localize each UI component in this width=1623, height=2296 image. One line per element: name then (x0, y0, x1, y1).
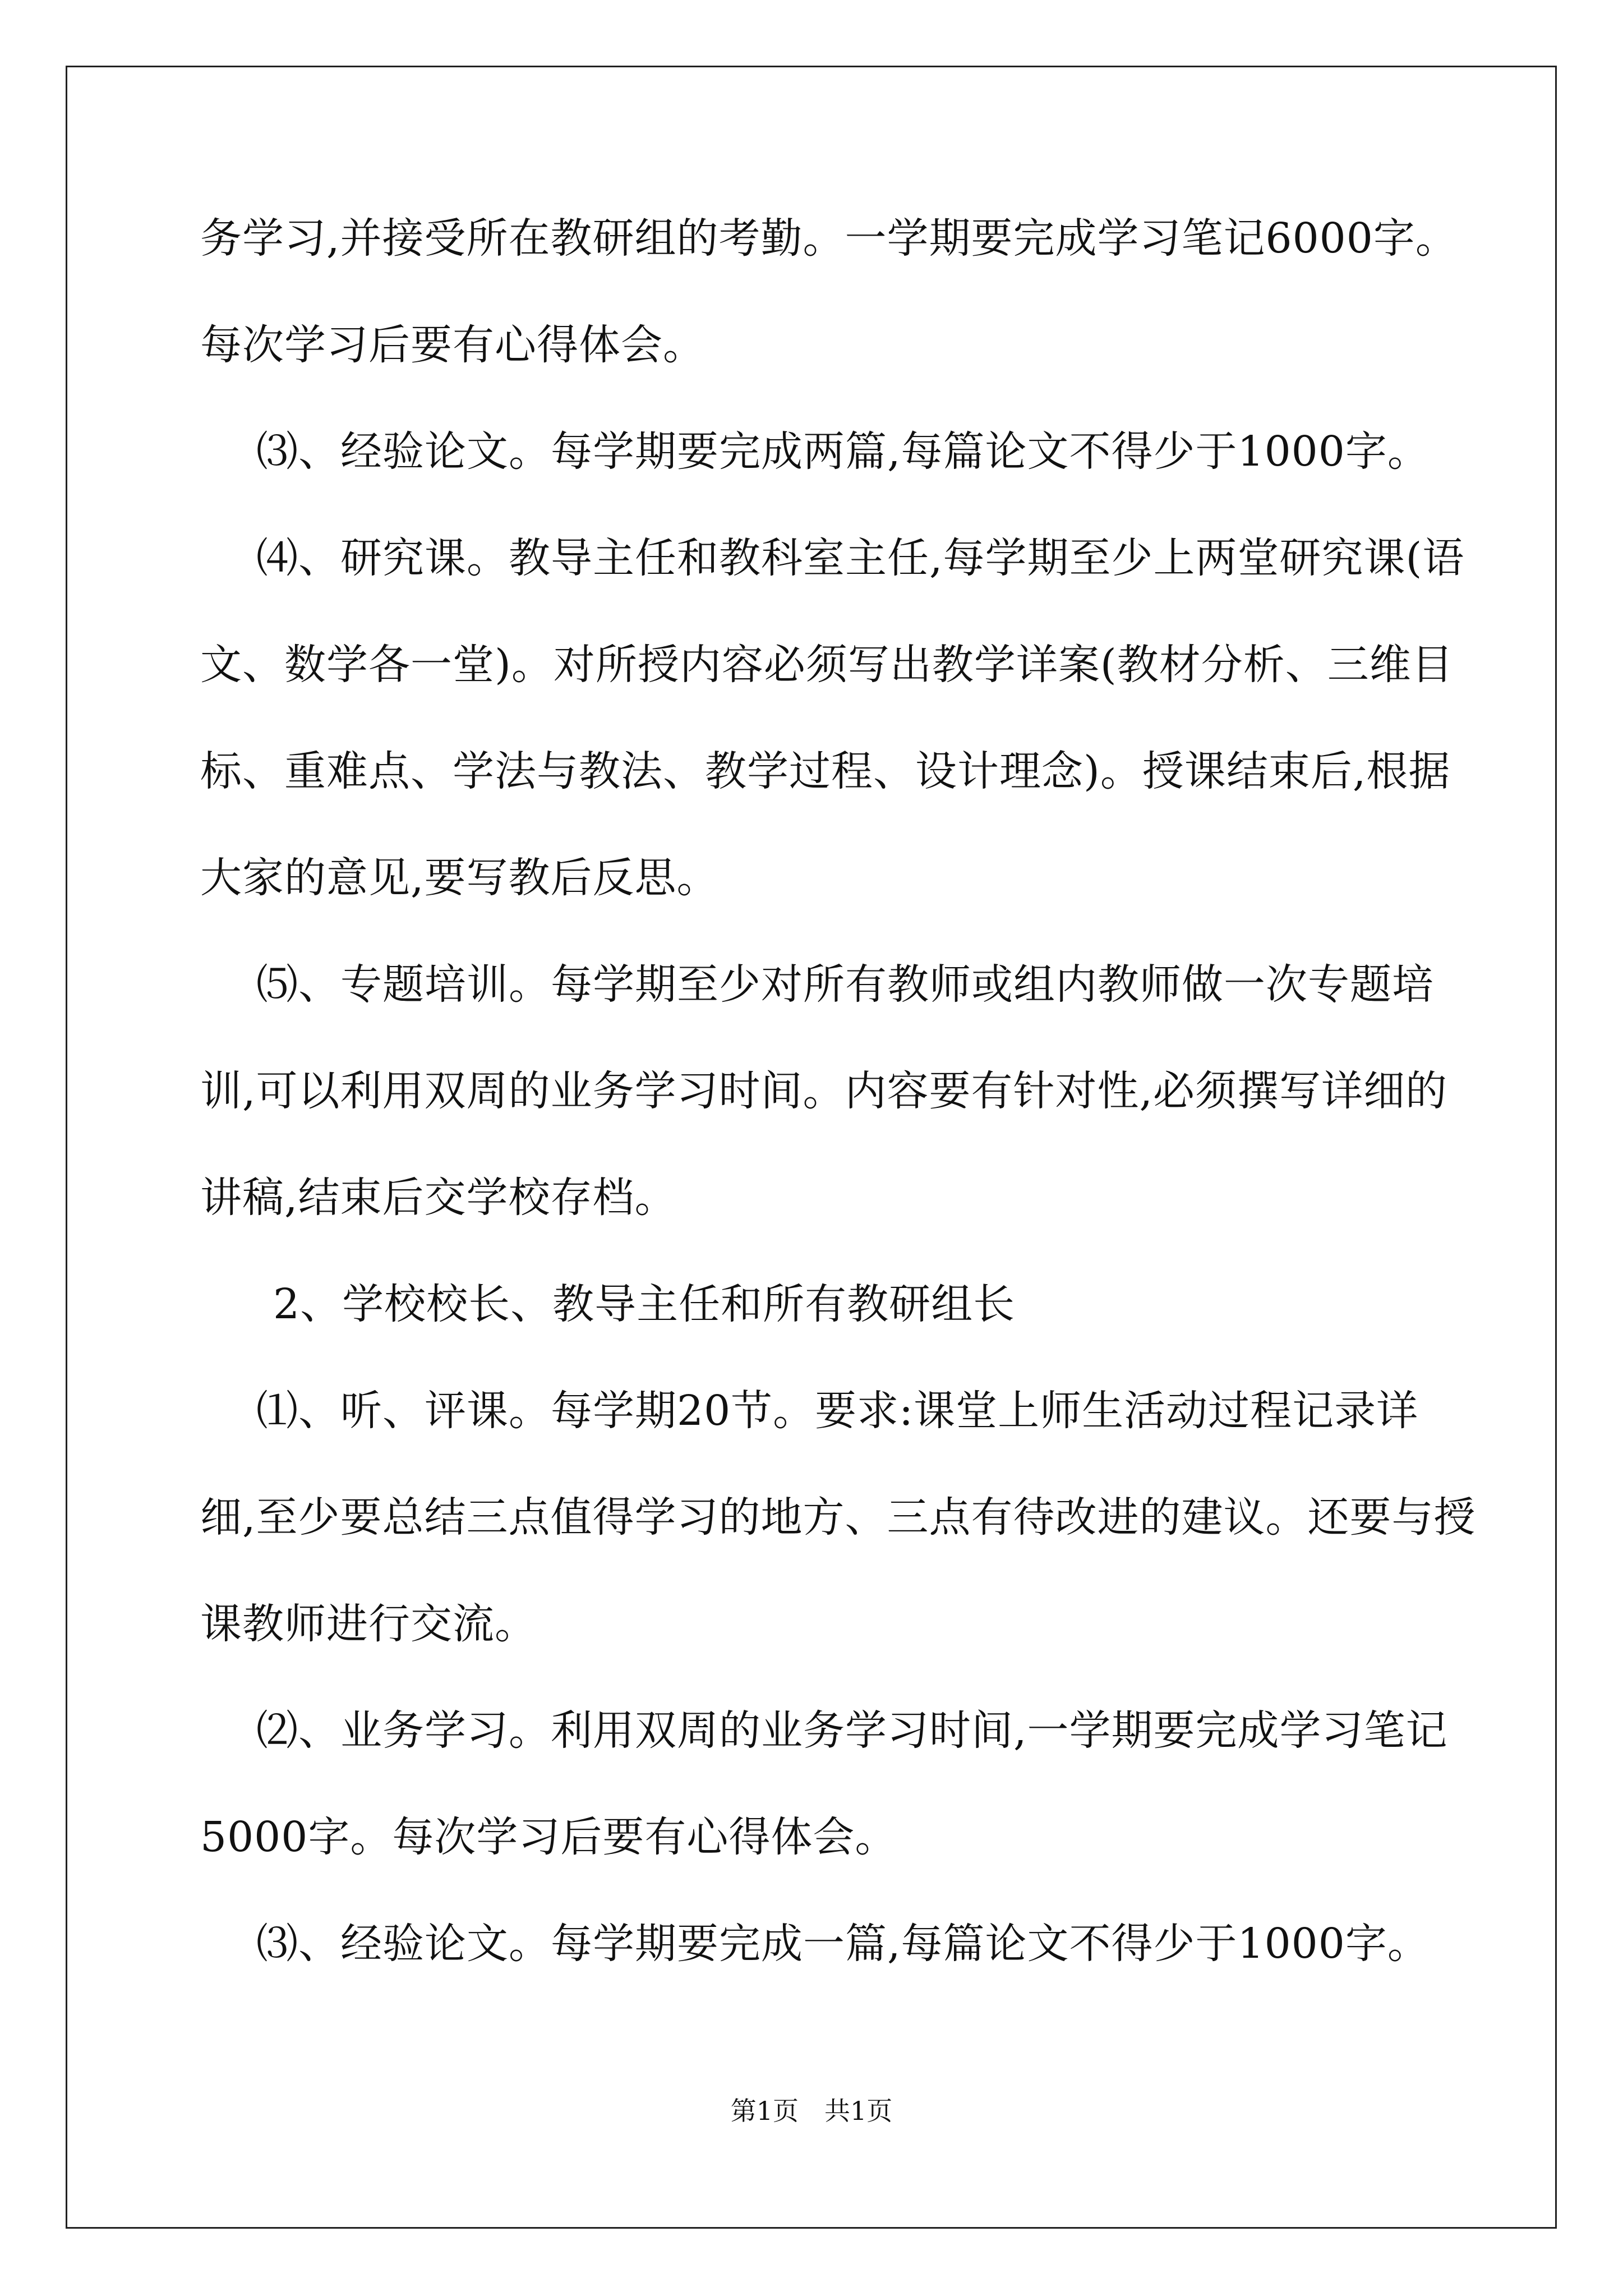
text-line: 标、重难点、学法与教法、教学过程、设计理念)。授课结束后,根据 (200, 747, 1451, 795)
text-line: 务学习,并接受所在教研组的考勤。一学期要完成学习笔记6000字。 (200, 214, 1458, 263)
page-number-footer: 第1页 共1页 (730, 2096, 893, 2126)
text-line: 课教师进行交流。 (200, 1600, 537, 1648)
section-heading: 2、学校校长、教导主任和所有教研组长 (273, 1280, 1016, 1328)
text-line: 文、数学各一堂)。对所授内容必须写出教学详案(教材分析、三维目 (200, 641, 1454, 689)
text-line: ⑵、业务学习。利用双周的业务学习时间,一学期要完成学习笔记 (256, 1706, 1448, 1755)
text-line: 大家的意见,要写教后反思。 (200, 854, 719, 902)
text-line: ⑴、听、评课。每学期20节。要求:课堂上师生活动过程记录详 (256, 1387, 1419, 1435)
text-line: 讲稿,结束后交学校存档。 (200, 1174, 677, 1222)
page-frame (66, 66, 1557, 2229)
text-line: 训,可以利用双周的业务学习时间。内容要有针对性,必须撰写详细的 (200, 1067, 1448, 1115)
text-line: ⑸、专题培训。每学期至少对所有教师或组内教师做一次专题培 (256, 960, 1434, 1009)
text-line: 每次学习后要有心得体会。 (200, 321, 705, 369)
text-line: ⑷、研究课。教导主任和教科室主任,每学期至少上两堂研究课(语 (256, 534, 1465, 582)
text-line: 细,至少要总结三点值得学习的地方、三点有待改进的建议。还要与授 (200, 1493, 1476, 1542)
text-line: ⑶、经验论文。每学期要完成一篇,每篇论文不得少于1000字。 (256, 1920, 1430, 1968)
text-line: ⑶、经验论文。每学期要完成两篇,每篇论文不得少于1000字。 (256, 427, 1430, 476)
text-line: 5000字。每次学习后要有心得体会。 (200, 1813, 897, 1861)
